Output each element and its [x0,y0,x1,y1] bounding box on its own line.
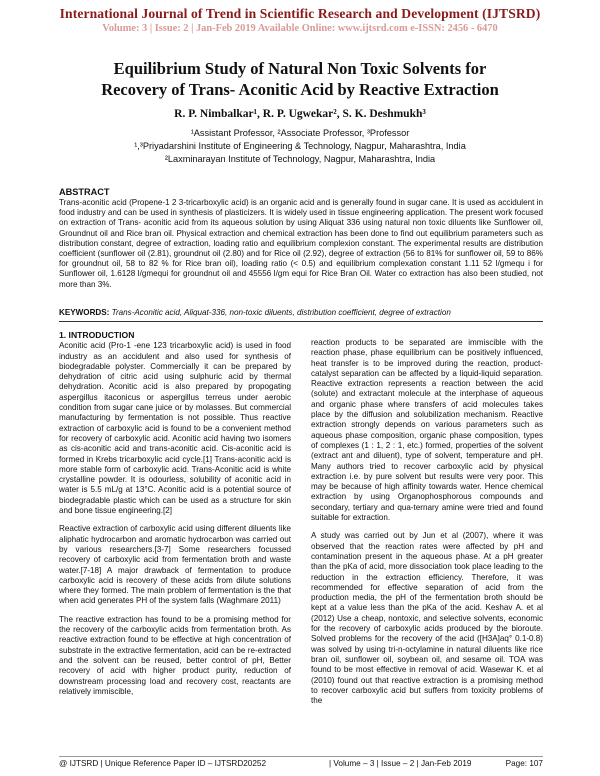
affiliation-institute-2: ²Laxminarayan Institute of Technology, Nagpur, Maharashtra, India [164,154,436,164]
footer-divider [59,756,543,757]
abstract-heading: ABSTRACT [59,187,110,197]
footer-volume: | Volume – 3 | Issue – 2 | Jan-Feb 2019 [329,759,472,768]
section-heading-introduction: 1. INTRODUCTION [59,330,135,340]
journal-issue-line: Volume: 3 | Issue: 2 | Jan-Feb 2019 Available Online: www.ijtsrd.com e-ISSN: 2456 - 6470 [102,23,498,34]
paragraph: The reactive extraction has found to be a promising method for the recovery of the carboxylic acids from fermentation broth. As reactive extraction found to be effective at high concentration of substrate in the extractive fermentation, acid can be re-extracted and the solvent can be reused, better control of pH, Better recovery of acid with higher product purity, reduction of downstream processing load and recovery cost, reactants are relatively immiscible, [59,614,291,696]
affiliation-institute-1: ¹,³Priyadarshini Institute of Engineering & Technology, Nagpur, Maharashtra, India [134,141,466,151]
footer-page-number: Page: 107 [505,759,543,768]
journal-name: International Journal of Trend in Scientific Research and Development (IJTSRD) [59,6,541,21]
left-column [59,330,291,705]
paragraph: Aconitic acid (Pro-1 -ene 123 tricarboxylic acid) is used in food industry as an accidulent and also used for synthesis of biodegradable polyster. Commercially it can be prepared by dehydration of citric acid using sulphuric acid by thermal dehydration. Aconitic acid is also prepared by propogating aspergillus itaconicus or aspergillus terreus under aerobic condition from sugar cane juice or by molasses. But commercial manufacturing by fermentation is not possible. Thus reactive extraction of carboxylic acid is found to be a convenient method for recovery of carboxylic acid. Aconitic acid having two isomers as cis-aconitic acid and trans-aconitic acid. Cis-aconitic acid is formed in Krebs tricarboxylic acid cycle.[1] Trans-aconitic acid is more stable form of carboxylic acid. Trans-Aconitic acid is white crystalline powder. It is odourless, solubility of aconitic acid in water is 5.5 mL/g at 13°C. Aconitic acid is a potential source of biodegradable plastic which can be used as a structure for skin and bone tissue engineering.[2] [59,341,291,516]
abstract-text: Trans-aconitic acid (Propene-1 2 3-tricarboxylic acid) is an organic acid and is generally found in sugar cane. It is used as accidulent in food industry and can be used in synthesis of plasticizers. It is widely used in tissue engineering application. The present work focused on extraction of Trans- aconitic acid from its aqueous solution by using Aliquat 336 using natural non toxic diluents like Sunflower oil, Groundnut oil and Rice bran oil. Physical extraction and chemical extraction has been done to find out equilibrium parameters such as distribution constant, degree of extraction, loading ratio and equilibrium complexion constant. The experimental results are distribution coefficient (sunflower oil (2.81), groundnut oil (2.80) and for Rice oil (2.92), degree of extraction (56 to 81% for sunflower oil, 59 to 86% for groundnut oil, 58 to 82 % for Rice bran oil), loading ratio (< 0.5) and equilibrium complexation constant 1.11 52 l/gmequ i for Sunflower oil, 1.6128 l/gmequi for groundnut oil and 45556 l/gm equi for Rice Bran Oil. Water co extraction has also been studied, not more than 3%. [59,198,543,289]
keywords-text: Trans-Aconitic acid, Aliquat-336, non-toxic diluents, distribution coefficient, degree of extraction [109,308,451,317]
paragraph: reaction products to be separated are immiscible with the reaction phase, phase equilibrium can be positively influenced, heat transfer is to be improved during the reaction, product-catalyst separation can be affected by a liquid-liquid separation. Reactive extraction represents a reaction between the acid (solute) and extractant molecule at the interphase of aqueous and organic phase where transfers of acid molecules takes place by the diffusion and solubilization mechanism. Reactive extraction strongly depends on various parameters such as aqueous phase composition, organic phase composition, types of complexes (1 : 1, 2 : 1, etc.) formed, properties of the solvent (extract ant and diluent), type of solvent, temperature and pH. Many authors tried to recover carboxylic acid by physical extraction i.e. by pure solvent but results were very poor. This may be because of high affinity towards water. Hence chemical extraction by using Organophosphorous compounds and secondary, tertiary and qua-ternary amine were tried and found suitable for extraction. [311,338,543,523]
footer-reference: @ IJTSRD | Unique Reference Paper ID – IJTSRD20252 [59,759,267,768]
right-column [311,338,543,714]
authors: R. P. Nimbalkar¹, R. P. Ugwekar², S. K. Deshmukh³ [174,108,426,120]
affiliation-roles: ¹Assistant Professor, ²Associate Professor, ³Professor [190,128,410,138]
title-line-1: Equilibrium Study of Natural Non Toxic Solvents for [113,59,487,78]
section-divider [59,321,543,322]
title-line-2: Recovery of Trans- Aconitic Acid by Reactive Extraction [101,80,499,99]
keywords-label: KEYWORDS: [59,308,110,317]
journal-header [0,6,600,34]
paragraph: Reactive extraction of carboxylic acid using different diluents like aliphatic hydrocarbon and aromatic hydrocarbon was carried out by various researchers.[3-7] Some researchers focussed recovery of carboxylic acid from fermentation broth and waste water.[7-18] A major drawback of fermentation to produce carboxylic acid is recovery of these acids from dilute solutions where they formed. The main problem of fermentation is the that when acid generates PH of the system falls (Waghmare 2011) [59,524,291,606]
keywords [59,308,543,317]
paper-title [40,58,560,100]
paragraph: A study was carried out by Jun et al (2007), where it was observed that the reaction rates were affected by pH and contamination present in the aqueous phase. At a pH greater than the pKa of acid, more dissociation took place leading to the reduction in the extraction efficiency. Therefore, it was recommended for effective separation of acid from the production media, the pH of the fermentation broth should be kept at a value less than the pKa of the acid. Keshav A. et al (2012) Use a cheap, nontoxic, and selective solvents, economic for the recovery of carboxylic acids produced by the bioroute. Solved problems for the recovery of the acid ([H3A]aq° 0.1-0.8) was solved by using tri-n-octylamine in natural diluents like rice bran oil, sunflower oil, soybean oil, and sesame oil. TOA was found to be most effective in removal of acid. Wasewar K. et al (2010) found out that reactive extraction is a promising method to recover carboxylic acid but suffers from toxicity problems of the [311,531,543,706]
